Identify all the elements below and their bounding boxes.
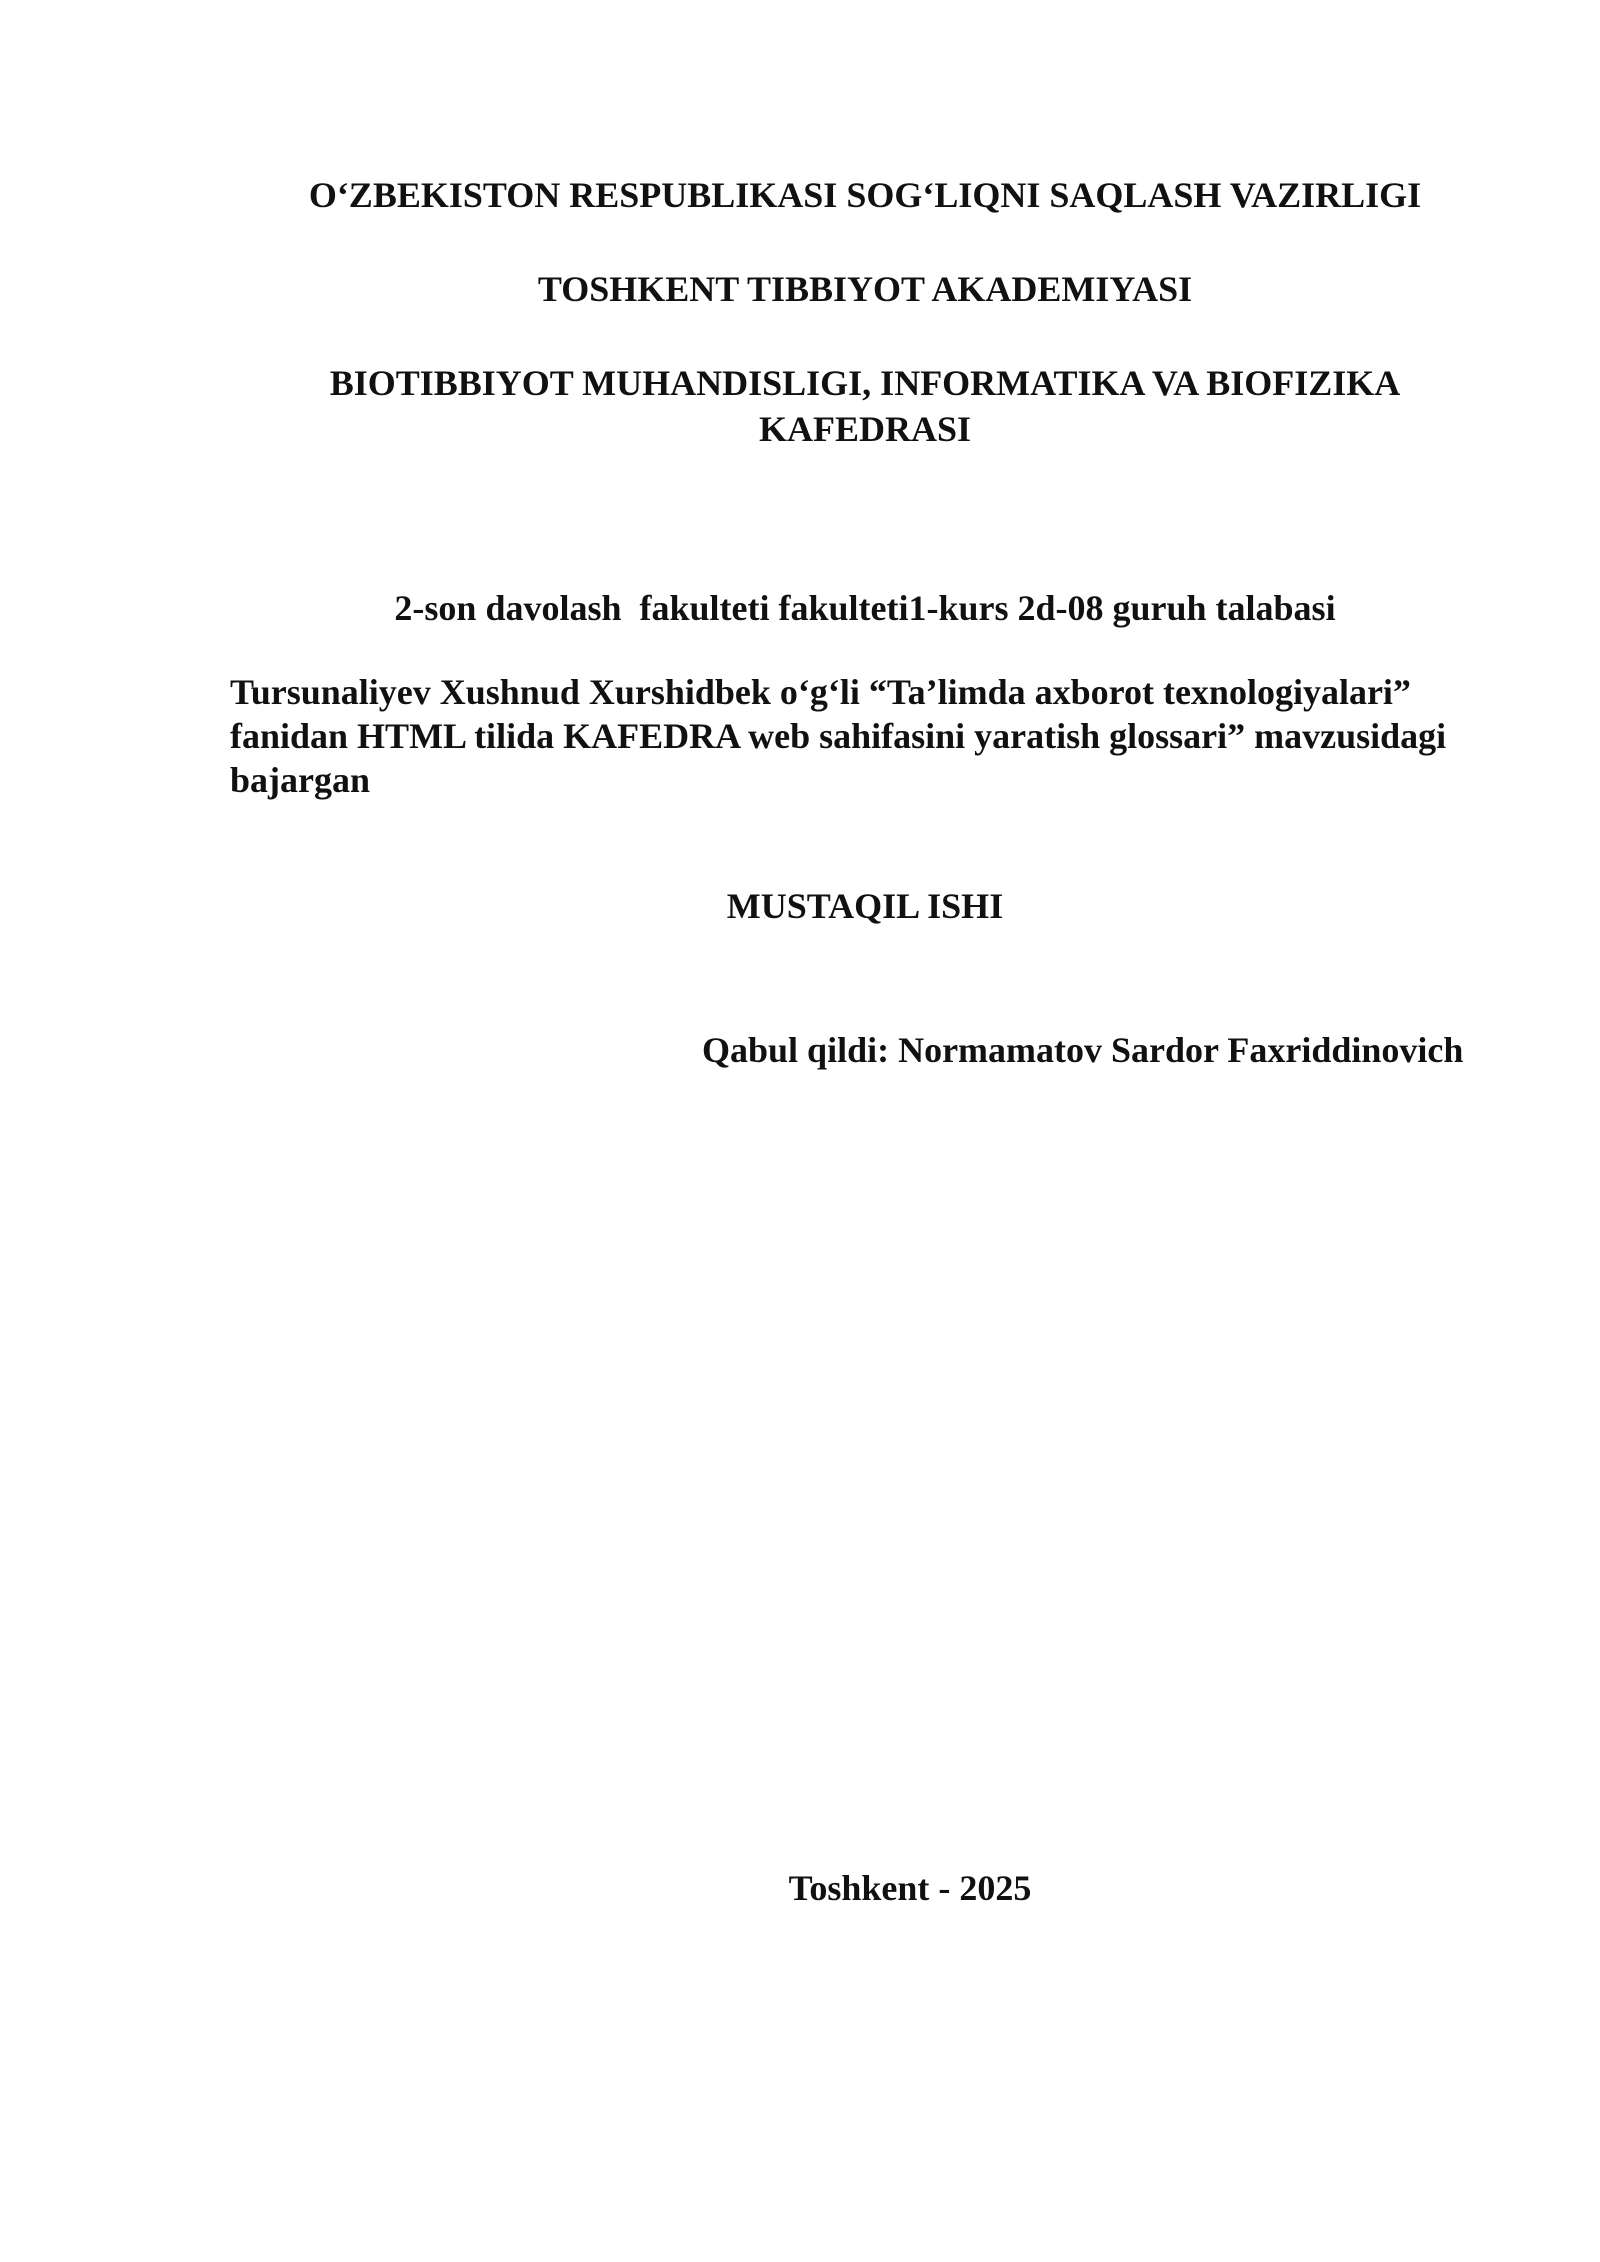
- work-description: Tursunaliyev Xushnud Xurshidbek o‘g‘li “Ta’limda axborot texnologiyalari” fanidan HTML tilida KAFEDRA web sahifasini yaratish glossari” mavzusidagi bajargan: [230, 672, 1447, 800]
- accepted-by-line: Qabul qildi: Normamatov Sardor Faxriddinovich: [702, 1030, 1464, 1070]
- work-type-title: MUSTAQIL ISHI: [726, 886, 1004, 926]
- department-heading-line-1: BIOTIBBIYOT MUHANDISLIGI, INFORMATIKA VA BIOFIZIKA: [329, 363, 1401, 403]
- student-group-line: 2-son davolash fakulteti fakulteti1-kurs 2d-08 guruh talabasi: [394, 588, 1336, 628]
- academy-heading: TOSHKENT TIBBIYOT AKADEMIYASI: [537, 269, 1193, 309]
- department-heading-line-2: KAFEDRASI: [758, 409, 972, 449]
- city-year: Toshkent - 2025: [788, 1868, 1032, 1908]
- ministry-heading: O‘ZBEKISTON RESPUBLIKASI SOG‘LIQNI SAQLASH VAZIRLIGI: [308, 175, 1422, 215]
